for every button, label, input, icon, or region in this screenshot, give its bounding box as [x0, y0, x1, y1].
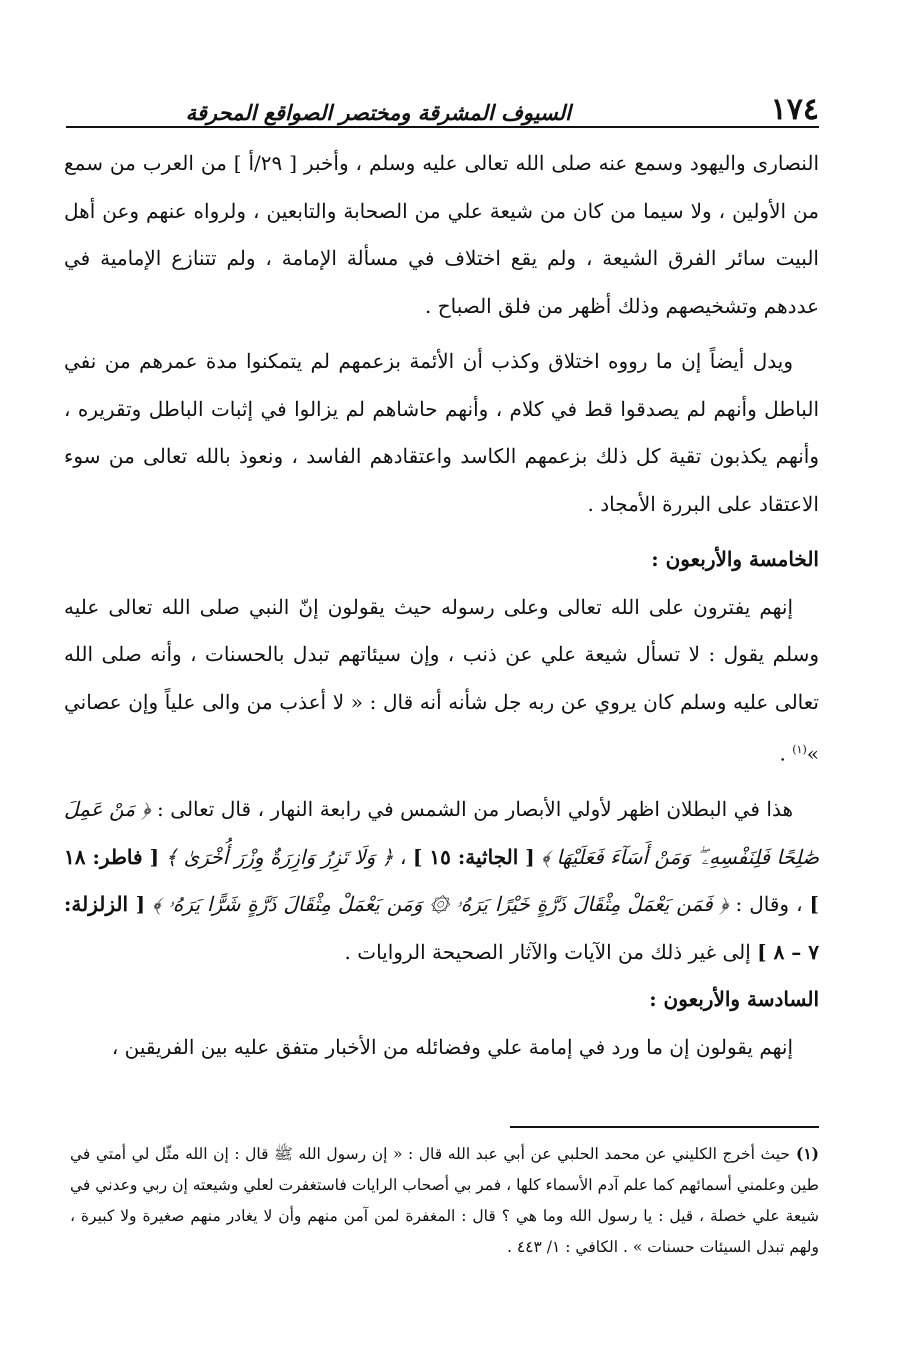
page-header: [66, 88, 819, 128]
footnotes: [70, 1138, 819, 1263]
verse-reference: [ فاطر: ١٨ ]: [64, 844, 819, 917]
paragraph-text: هذا في البطلان اظهر لأولي الأبصار من الشمس في رابعة النهار ، قال تعالى :: [157, 797, 794, 822]
quran-verse: ﴿ فَمَن يَعْمَلْ مِثْقَالَ ذَرَّةٍ خَيْرًا يَرَهُۥ ۞ وَمَن يَعْمَلْ مِثْقَالَ ذَرَّةٍ شَرًّا يَرَهُۥ ﴾: [152, 892, 729, 917]
paragraph: [64, 584, 819, 779]
separator: ،: [399, 844, 407, 869]
paragraph-end: .: [779, 741, 793, 766]
section-heading: الخامسة والأربعون :: [651, 547, 819, 571]
verse-reference: [ الزلزلة: ٧ – ٨ ]: [64, 892, 819, 964]
section-heading: السادسة والأربعون :: [649, 987, 819, 1012]
paragraph: إنهم يقولون إن ما ورد في إمامة علي وفضائله من الأخبار متفق عليه بين الفريقين ،: [111, 1034, 793, 1059]
quran-verse: ﴿ مَنْ عَمِلَ صَٰلِحًا فَلِنَفْسِهِۦ ۖ وَمَنْ أَسَآءَ فَعَلَيْهَا ﴾: [64, 797, 820, 869]
paragraph-text: إلى غير ذلك من الآيات والآثار الصحيحة الروايات .: [344, 939, 751, 964]
footnote-marker: (١): [795, 1144, 819, 1163]
footnote-text: حيث أخرج الكليني عن محمد الحلبي عن أبي عبد الله قال : « إن رسول الله ﷺ قال : إن الله مثّل لي أمتي في طين وعلمني أسمائهم كما علم آدم الأسماء كلها ، فمر بي أصحاب الرايات فاستغفرت لعلي وشيعته إن ربي وعدني في شيعة علي خصلة ، قيل : يا رسول الله وما هي ؟ قال : المغفرة لمن آمن منهم وأن لا يغادر منهم صغيرة ولا كبيرة ، ولهم تبدل السيئات حسنات » . الكافي : ١/ ٤٤٣ .: [70, 1145, 819, 1256]
quran-verse: ﴿ وَلَا تَزِرُ وَازِرَةٌ وِزْرَ أُخْرَىٰ ﴾: [165, 844, 394, 869]
footnote-rule: [510, 1126, 819, 1128]
paragraph: [64, 786, 819, 976]
connector-text: ، وقال :: [735, 892, 803, 917]
paragraph: ويدل أيضاً إن ما رووه اختلاق وكذب أن الأئمة بزعمهم لم يتمكنوا مدة عمرهم من نفي الباطل وأنهم لم يصدقوا قط في كلام ، وأنهم حاشاهم لم يزالوا في إثبات الباطل وتقريره ، وأنهم يكذبون تقية كل ذلك بزعمهم الكاسد واعتقادهم الفاسد ، ونعوذ بالله تعالى من سوء الاعتقاد على البررة الأمجاد .: [64, 349, 819, 516]
footnote: [70, 1138, 819, 1263]
header-rule: [66, 126, 819, 128]
main-text: [64, 140, 819, 1071]
running-title: السيوف المشرقة ومختصر الصواقع المحرقة: [185, 100, 572, 125]
verse-reference: [ الجاثية: ١٥ ]: [412, 844, 535, 869]
footnote-reference[interactable]: (١): [792, 743, 807, 756]
page-number: ١٧٤: [770, 92, 819, 127]
paragraph: النصارى واليهود وسمع عنه صلى الله تعالى عليه وسلم ، وأخبر [ ٢٩/أ ] من العرب من سمع من الأولين ، ولا سيما من كان من شيعة علي من الصحابة والتابعين ، ولرواه عنهم وعن أهل البيت سائر الفرق الشيعة ، ولم يقع اختلاف في مسألة الإمامة ، ولم تتنازع الإمامية في عددهم وتشخيصهم وذلك أظهر من فلق الصباح .: [64, 151, 819, 318]
paragraph-text: إنهم يفترون على الله تعالى وعلى رسوله حيث يقولون إنّ النبي صلى الله تعالى عليه وسلم يقول : لا تسأل شيعة علي عن ذنب ، وإن سيئاتهم تبدل بالحسنات ، وأنه صلى الله تعالى عليه وسلم كان يروي عن ربه جل شأنه أنه قال : « لا أعذب من والى علياً وإن عصاني »: [64, 594, 819, 766]
